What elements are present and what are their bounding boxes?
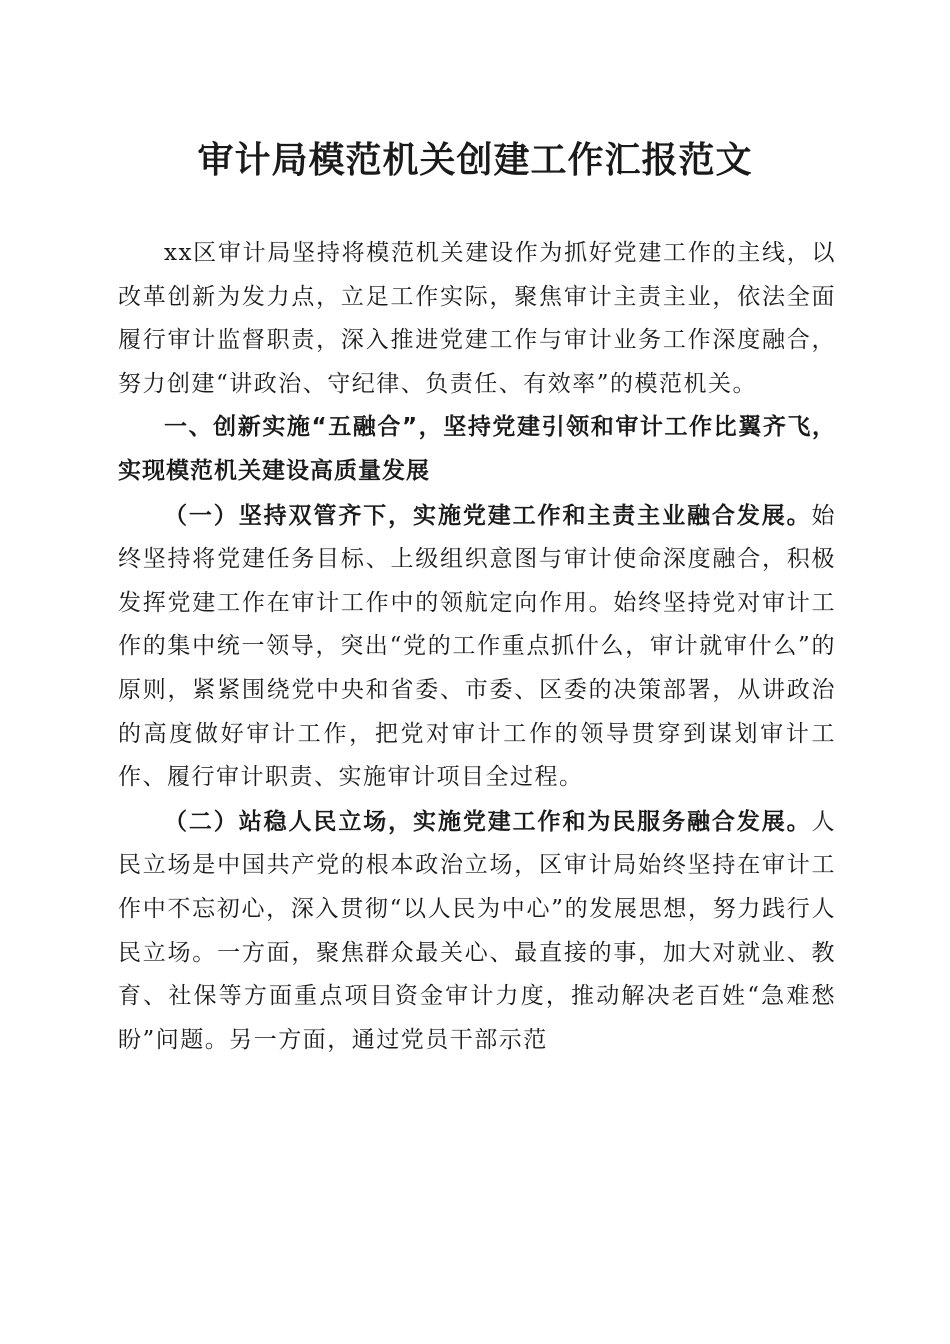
item-1-lead: （一）坚持双管齐下，实施党建工作和主责主业融合发展。 — [164, 501, 812, 529]
intro-paragraph: xx区审计局坚持将模范机关建设作为抓好党建工作的主线，以改革创新为发力点，立足工作实际，聚焦审计主责主业，依法全面履行审计监督职责，深入推进党建工作与审计业务工作深度融合，努力创建“讲政治、守纪律、负责任、有效率”的模范机关。 — [118, 240, 836, 397]
item-1-paragraph — [118, 494, 836, 800]
item-2-paragraph — [118, 800, 836, 1063]
item-1-body: 始终坚持将党建任务目标、上级组织意图与审计使命深度融合，积极发挥党建工作在审计工作中的领航定向作用。始终坚持党对审计工作的集中统一领导，突出“党的工作重点抓什么，审计就审什么”的原则，紧紧围绕党中央和省委、市委、区委的决策部署，从讲政治的高度做好审计工作，把党对审计工作的领导贯穿到谋划审计工作、履行审计职责、实施审计项目全过程。 — [118, 502, 836, 791]
item-2-body: 人民立场是中国共产党的根本政治立场，区审计局始终坚持在审计工作中不忘初心，深入贯彻“以人民为中心”的发展思想，努力践行人民立场。一方面，聚焦群众最关心、最直接的事，加大对就业、教育、社保等方面重点项目资金审计力度，推动解决老百姓“急难愁盼”问题。另一方面，通过党员干部示范 — [118, 808, 836, 1053]
item-2-lead: （二）站稳人民立场，实施党建工作和为民服务融合发展。 — [164, 807, 812, 835]
section-heading-1: 一、创新实施“五融合”，坚持党建引领和审计工作比翼齐飞，实现模范机关建设高质量发展 — [118, 414, 836, 484]
document-title: 审计局模范机关创建工作汇报范文 — [197, 139, 753, 181]
document-body — [118, 232, 836, 1062]
